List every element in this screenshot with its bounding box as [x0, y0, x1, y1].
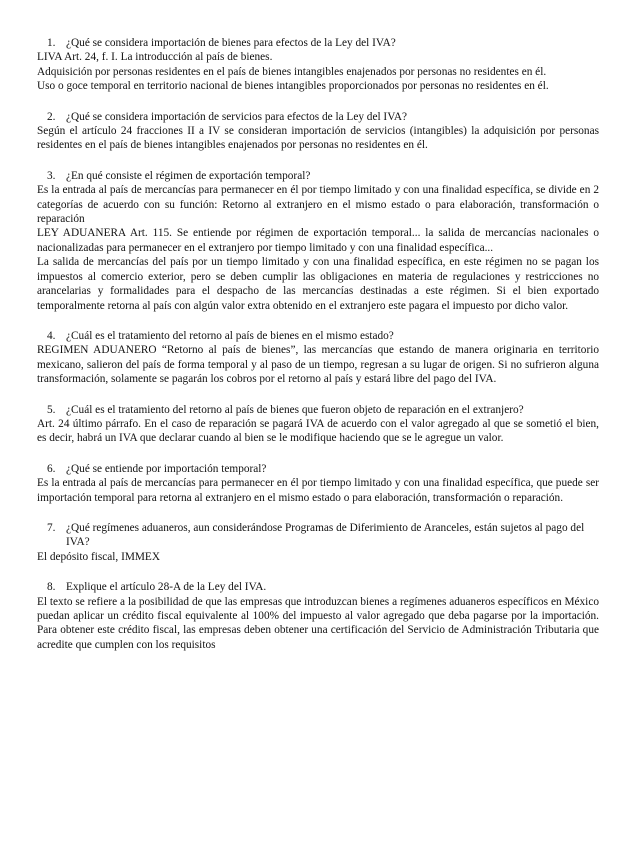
question-number: 3.: [47, 169, 56, 182]
document-page: [37, 36, 599, 652]
question-7: [37, 521, 599, 550]
answer-paragraph: Según el artículo 24 fracciones II a IV se consideran importación de servicios (intangibles) la adquisición por personas residentes en el país de bienes intangibles enajenados por personas no residentes en él.: [37, 125, 599, 152]
answer-paragraph: La salida de mercancías del país por un tiempo limitado y con una finalidad específica, en este régimen no se pagan los impuestos al comercio exterior, pero se deben cumplir las obligaciones en materia de regulaciones y restricciones no arancelarias y formalidades para el despacho de las mercancías destinadas a este régimen. Si el bien exportado temporalmente retorna al país con algún valor extra obtenido en el extranjero este pagara el impuesto por dicho valor.: [37, 256, 599, 312]
question-number: 4.: [47, 329, 56, 342]
question-5: [37, 403, 599, 417]
question-number: 7.: [47, 521, 56, 534]
question-text: ¿Cuál es el tratamiento del retorno al país de bienes en el mismo estado?: [66, 329, 394, 342]
answer-paragraph: Es la entrada al país de mercancías para permanecer en él por tiempo limitado y con una finalidad específica, que puede ser importación temporal para retorna al extranjero en el mismo estado o para elaboración, transformación o reparación.: [37, 477, 599, 504]
answer-paragraph: Uso o goce temporal en territorio nacional de bienes intangibles proporcionados por personas no residentes en él.: [37, 80, 549, 93]
question-4: [37, 329, 599, 343]
answer-paragraph: LEY ADUANERA Art. 115. Se entiende por régimen de exportación temporal... la salida de mercancías nacionales o nacionalizadas para permanecer en el extranjero por tiempo limitado y con una finalidad específica...: [37, 227, 599, 254]
question-8: [37, 580, 599, 594]
answer-paragraph: Art. 24 último párrafo. En el caso de reparación se pagará IVA de acuerdo con el valor agregado al que se sometió el bien, es decir, habrá un IVA que declarar cuando al bien se le modifique haciendo que se le agregue un valor.: [37, 417, 599, 445]
question-3: [37, 169, 599, 183]
question-text: Explique el artículo 28-A de la Ley del IVA.: [66, 581, 267, 594]
question-1: [37, 36, 599, 50]
question-text: ¿Qué se considera importación de servicios para efectos de la Ley del IVA?: [66, 110, 408, 123]
answer-paragraph: Es la entrada al país de mercancías para permanecer en él por tiempo limitado y con una finalidad específica, se divide en 2 categorías de acuerdo con su función: Retorno al extranjero en el mismo estado o para elaboración, transformación o reparación: [37, 184, 599, 226]
question-text: ¿Qué se entiende por importación temporal?: [66, 462, 267, 475]
answer-paragraph: LIVA Art. 24, f. I. La introducción al país de bienes.: [37, 51, 273, 64]
question-number: 1.: [47, 37, 56, 49]
question-text: ¿Qué se considera importación de bienes para efectos de la Ley del IVA?: [66, 37, 396, 49]
question-number: 6.: [47, 462, 56, 475]
question-number: 5.: [47, 403, 56, 416]
question-text: ¿En qué consiste el régimen de exportación temporal?: [66, 169, 311, 182]
question-text: ¿Cuál es el tratamiento del retorno al país de bienes que fueron objeto de reparación en el extranjero?: [66, 403, 524, 416]
answer-paragraph: El texto se refiere a la posibilidad de que las empresas que introduzcan bienes a regímenes aduaneros específicos en México puedan aplicar un crédito fiscal equivalente al 100% del impuesto al valor agregado que deba pagarse por la importación. Para obtener este crédito fiscal, las empresas deben obtener una certificación del Servicio de Administración Tributaria que acredite que cumplen con los requisitos: [37, 595, 599, 651]
question-text: ¿Qué regímenes aduaneros, aun considerándose Programas de Diferimiento de Aranceles, están sujetos al pago del IVA?: [66, 521, 585, 549]
question-number: 8.: [47, 581, 56, 594]
question-number: 2.: [47, 110, 56, 123]
answer-paragraph: REGIMEN ADUANERO “Retorno al país de bienes”, las mercancías que estando de manera originaria en territorio mexicano, salieron del país de forma temporal y al paso de un tiempo, regresan a su lugar de origen. Si no sufrieron alguna transformación, solamente se pagarán los cobros por el retorno al país y estará libre del pago del IVA.: [37, 344, 599, 386]
question-6: [37, 462, 599, 476]
question-2: [37, 110, 599, 124]
answer-paragraph: Adquisición por personas residentes en el país de bienes intangibles enajenados por personas no residentes en él.: [37, 65, 547, 78]
answer-paragraph: El depósito fiscal, IMMEX: [37, 550, 160, 563]
